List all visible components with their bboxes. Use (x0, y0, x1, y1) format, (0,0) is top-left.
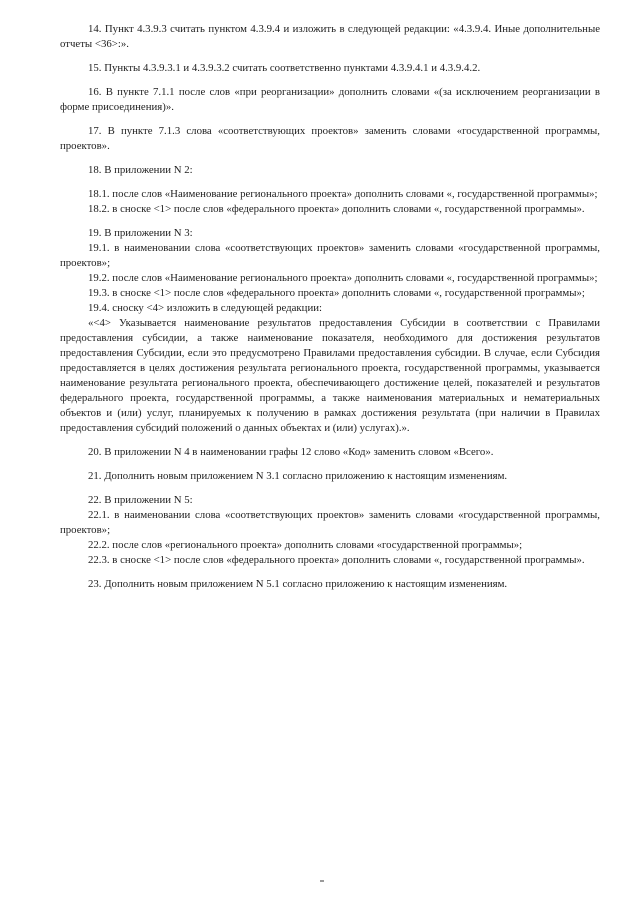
paragraph-22-3: 22.3. в сноске <1> после слов «федерального проекта» дополнить словами «, государственной программы». (88, 554, 585, 566)
footnote-4-text: «<4> Указывается наименование результатов предоставления Субсидии в соответствии с Правилами предоставления субсидии, а также наименование показателя, необходимого для достижения результатов предоставления Субсидии, если это предусмотрено Правилами предоставления субсидии. В случае, если Субсидия предоставляется в целях достижения результата регионального проекта, государственной программы, указывается наименование результата регионального проекта, обеспечивающего достижение целей, показателей и результатов федерального проекта, государственной программы, а также наименования материальных и нематериальных объектов и (или) услуг, планируемых к получению в рамках достижения результата (при наличии в Правилах предоставления субсидий положений о данных объектах и (или) услугах).». (60, 317, 600, 434)
paragraph-16: 16. В пункте 7.1.1 после слов «при реорганизации» дополнить словами «(за исключением реорганизации в форме присоединения)». (60, 86, 600, 113)
scan-speck (320, 880, 324, 882)
paragraph-19-2: 19.2. после слов «Наименование регионального проекта» дополнить словами «, государственной программы»; (88, 272, 598, 284)
paragraph-15: 15. Пункты 4.3.9.3.1 и 4.3.9.3.2 считать соответственно пунктами 4.3.9.4.1 и 4.3.9.4.2. (88, 62, 481, 74)
paragraph-22-2: 22.2. после слов «регионального проекта» дополнить словами «государственной программы»; (88, 539, 523, 551)
paragraph-18-1: 18.1. после слов «Наименование регионального проекта» дополнить словами «, государственной программы»; (88, 188, 598, 200)
paragraph-21: 21. Дополнить новым приложением N 3.1 согласно приложению к настоящим изменениям. (88, 470, 508, 482)
paragraph-20: 20. В приложении N 4 в наименовании графы 12 слово «Код» заменить словом «Всего». (88, 446, 494, 458)
paragraph-22-heading: 22. В приложении N 5: (88, 494, 193, 506)
paragraph-18-heading: 18. В приложении N 2: (88, 164, 193, 176)
paragraph-23: 23. Дополнить новым приложением N 5.1 согласно приложению к настоящим изменениям. (88, 578, 508, 590)
paragraph-19-3: 19.3. в сноске <1> после слов «федерального проекта» дополнить словами «, государственной программы»; (88, 287, 585, 299)
paragraph-19-1: 19.1. в наименовании слова «соответствующих проектов» заменить словами «государственной программы, проектов»; (60, 242, 600, 269)
paragraph-14: 14. Пункт 4.3.9.3 считать пунктом 4.3.9.4 и изложить в следующей редакции: «4.3.9.4. Иные дополнительные отчеты <36>:». (60, 23, 600, 50)
paragraph-22-1: 22.1. в наименовании слова «соответствующих проектов» заменить словами «государственной программы, проектов»; (60, 509, 600, 536)
paragraph-19-heading: 19. В приложении N 3: (88, 227, 193, 239)
paragraph-19-4: 19.4. сноску <4> изложить в следующей редакции: (88, 302, 323, 314)
paragraph-17: 17. В пункте 7.1.3 слова «соответствующих проектов» заменить словами «государственной программы, проектов». (60, 125, 600, 152)
paragraph-18-2: 18.2. в сноске <1> после слов «федерального проекта» дополнить словами «, государственной программы». (88, 203, 585, 215)
